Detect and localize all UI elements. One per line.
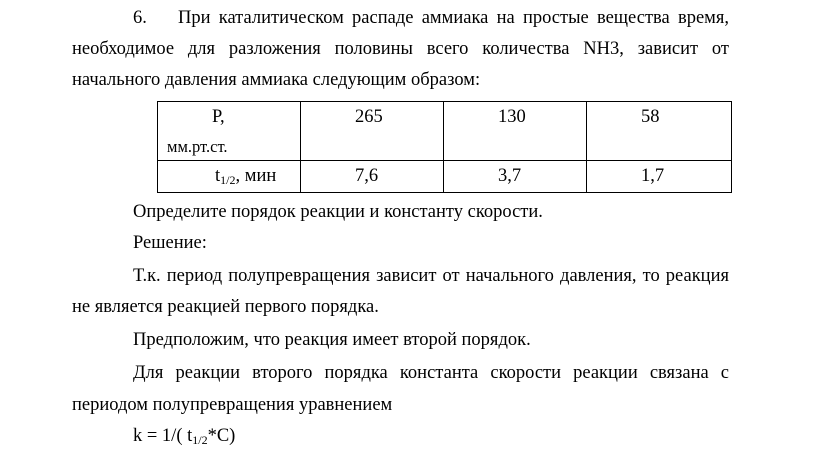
table-row [158, 161, 732, 193]
pressure-halflife-table [157, 101, 732, 193]
halflife-label: $t_{1/2}$, мин [215, 166, 277, 187]
pressure-value: 265 [355, 107, 383, 127]
table-cell [444, 102, 587, 161]
para3-line-1: Для реакции второго порядка константа скорости реакции связана с [133, 363, 729, 383]
problem-line-2: необходимое для разложения половины всего количества NH3, зависит от [72, 39, 729, 59]
halflife-value: 7,6 [355, 166, 379, 186]
table-cell [587, 102, 732, 161]
formula: k = 1/( $t_{1/2}*C$) [133, 426, 236, 447]
halflife-value: 3,7 [498, 166, 522, 186]
para2-text: Предположим, что реакция имеет второй порядок. [133, 330, 531, 350]
pressure-unit: мм.рт.ст. [167, 137, 228, 156]
pressure-value: 130 [498, 107, 526, 127]
table-cell-halflife-label [158, 161, 301, 193]
table-cell-pressure-label [158, 102, 301, 161]
para1-line-1: Т.к. период полупревращения зависит от начального давления, то реакция [133, 266, 729, 286]
problem-number: 6. [133, 8, 147, 28]
table-cell [301, 102, 444, 161]
halflife-value: 1,7 [641, 166, 665, 186]
pressure-value: 58 [641, 107, 660, 127]
table-row [158, 102, 732, 161]
pressure-label: Р, [212, 107, 225, 127]
table-cell [301, 161, 444, 193]
table-cell [444, 161, 587, 193]
para1-line-2: не является реакцией первого порядка. [72, 297, 379, 317]
solution-heading: Решение: [133, 233, 207, 253]
table-cell [587, 161, 732, 193]
problem-line-3: начального давления аммиака следующим образом: [72, 70, 481, 90]
question-text: Определите порядок реакции и константу скорости. [133, 202, 543, 222]
para3-line-2: периодом полупревращения уравнением [72, 395, 393, 415]
problem-line-1: При каталитическом распаде аммиака на простые вещества время, [178, 8, 729, 28]
